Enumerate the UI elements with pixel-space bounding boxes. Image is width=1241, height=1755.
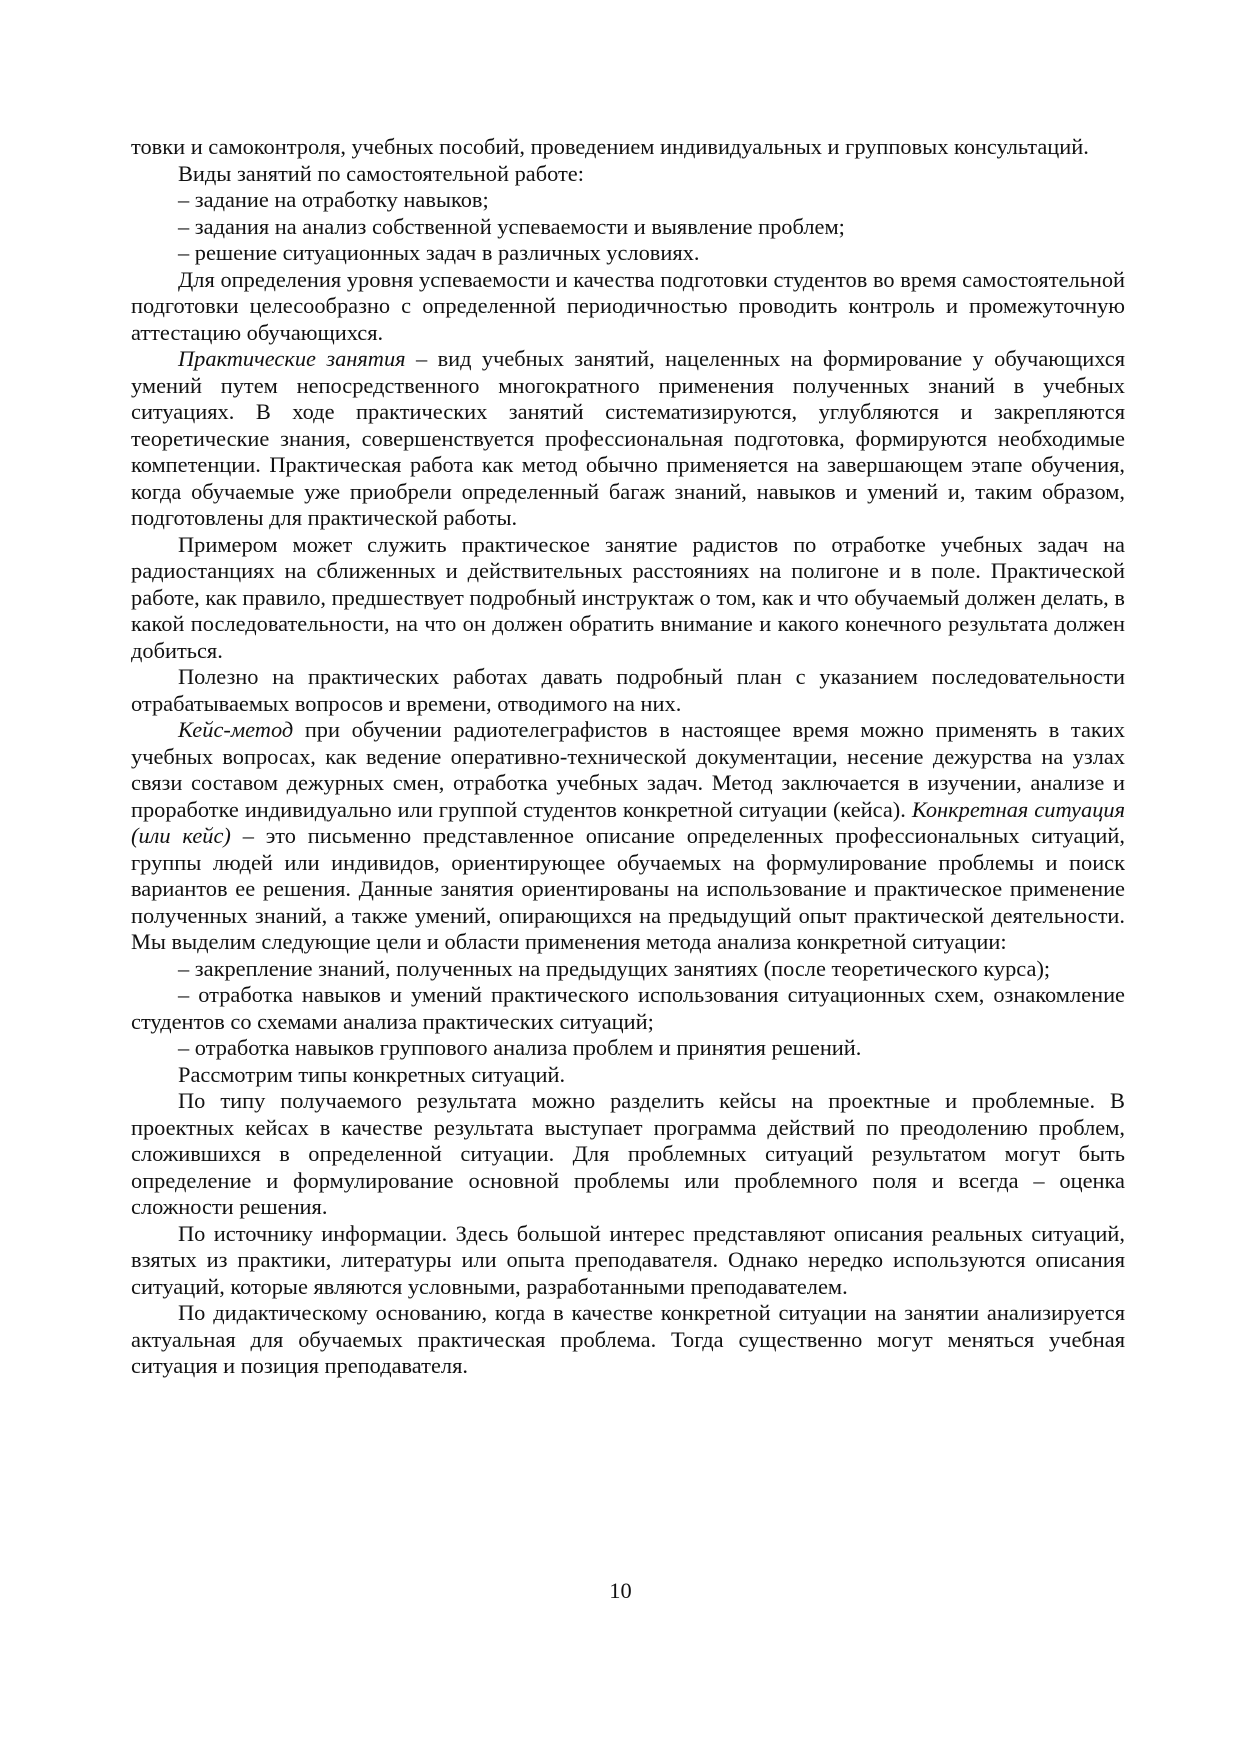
paragraph-text: – это письменно представленное описание определенных профессиональных ситуаций, группы людей или индивидов, ориентирующее обучаемых на формулирование проблемы и поиск вариантов ее решения. Данные занятия ориентированы на использование и практическое применение полученных знаний, а также умений, опирающихся на предыдущий опыт практической деятельности. Мы выделим следующие цели и области применения метода анализа конкретной ситуации: [131,823,1125,954]
page-number: 10 [609,1578,632,1603]
term-case-method: Кейс-метод [178,717,294,742]
term-concrete-situation: Конкретная ситуация (или кейс) [131,796,1125,848]
paragraph-plan: Полезно на практических работах давать подробный план с указанием последовательности отрабатываемых вопросов и времени, отводимого на них. [131,664,1125,716]
paragraph-text: – вид учебных занятий, нацеленных на формирование у обучающихся умений путем непосредственного многократного применения полученных знаний в учебных ситуациях. В ходе практических занятий систематизируются, углубляются и закрепляются теоретические знания, совершенствуется профессиональная подготовка, формируются необходимые компетенции. Практическая работа как метод обычно применяется на завершающем этапе обучения, когда обучаемые уже приобрели определенный багаж знаний, навыков и умений и, таким образом, подготовлены для практической работы. [131,346,1125,530]
paragraph-self-study-types: Виды занятий по самостоятельной работе: [178,160,584,186]
list-item: – задание на отработку навыков; [178,187,489,212]
list-item: – отработка навыков и умений практического использования ситуационных схем, ознакомление студентов со схемами анализа практических ситуаций; [131,982,1125,1034]
paragraph-case-method [131,717,1125,956]
paragraph-continuation: товки и самоконтроля, учебных пособий, проведением индивидуальных и групповых консультаций. [131,134,1089,159]
list-item: – решение ситуационных задач в различных условиях. [178,240,700,265]
term-practical-lessons: Практические занятия [178,346,406,371]
list-item: – задания на анализ собственной успеваемости и выявление проблем; [178,213,845,239]
paragraph-didactic: По дидактическому основанию, когда в качестве конкретной ситуации на занятии анализируется актуальная для обучаемых практическая проблема. Тогда существенно могут меняться учебная ситуация и позиция преподавателя. [131,1300,1125,1378]
paragraph-text: при обучении радиотелеграфистов в настоящее время можно применять в таких учебных вопросах, как ведение оперативно-технической документации, несение дежурства на узлах связи составом дежурных смен, отработка учебных задач. Метод заключается в изучении, анализе и проработке индивидуально или группой студентов конкретной ситуации (кейса). [131,717,1125,822]
paragraph-example: Примером может служить практическое занятие радистов по отработке учебных задач на радиостанциях на сближенных и действительных расстояниях на полигоне и в поле. Практической работе, как правило, предшествует подробный инструктаж о том, как и что обучаемый должен делать, в какой последовательности, на что он должен обратить внимание и какого конечного результата должен добиться. [131,531,1125,663]
list-item: – закрепление знаний, полученных на предыдущих занятиях (после теоретического курса); [178,955,1051,981]
paragraph-practical-lessons [131,346,1125,532]
document-body [131,134,1125,1380]
list-item: – отработка навыков группового анализа проблем и принятия решений. [178,1035,862,1060]
paragraph-result-type: По типу получаемого результата можно разделить кейсы на проектные и проблемные. В проектных кейсах в качестве результата выступает программа действий по преодолению проблем, сложившихся в определенной ситуации. Для проблемных ситуаций результатом могут быть определение и формулирование основной проблемы или проблемного поля и всегда – оценка сложности решения. [131,1088,1125,1219]
paragraph-control: Для определения уровня успеваемости и качества подготовки студентов во время самостоятельной подготовки целесообразно с определенной периодичностью проводить контроль и промежуточную аттестацию обучающихся. [131,266,1125,345]
paragraph-info-source: По источнику информации. Здесь большой интерес представляют описания реальных ситуаций, взятых из практики, литературы или опыта преподавателя. Однако нередко используются описания ситуаций, которые являются условными, разработанными преподавателем. [131,1220,1125,1299]
paragraph-situation-types: Рассмотрим типы конкретных ситуаций. [178,1061,566,1087]
